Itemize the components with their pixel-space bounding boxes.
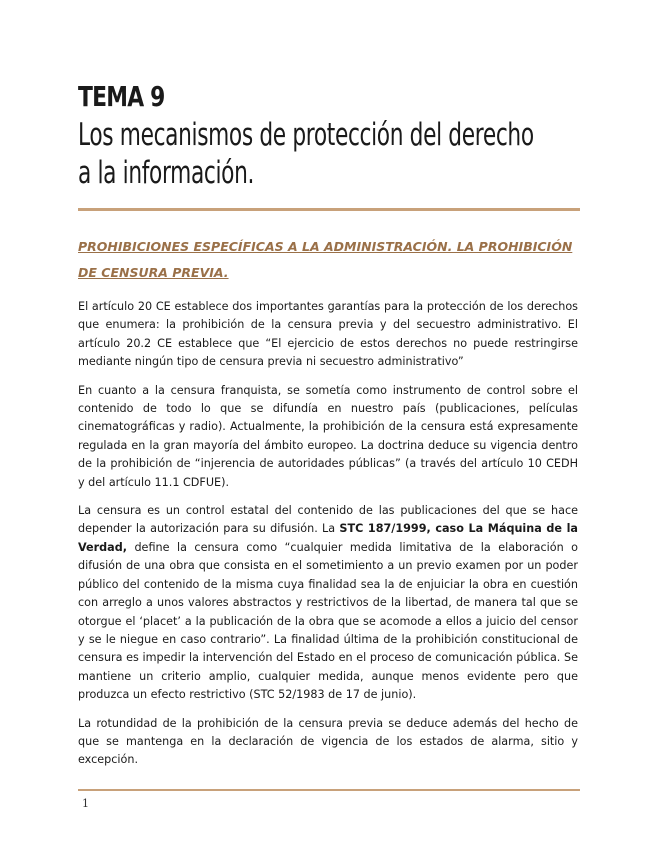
paragraph-4: La rotundidad de la prohibición de la censura previa se deduce además del hecho de que se mantenga en la declaración de vigencia de los estados de alarma, sitio y excepción. [78, 716, 578, 767]
body-text [78, 298, 578, 780]
title-block [78, 80, 588, 192]
section-heading: PROHIBICIONES ESPECÍFICAS A LA ADMINISTRACIÓN. LA PROHIBICIÓN DE CENSURA PREVIA. [78, 239, 573, 280]
paragraph-3-end: define la censura como “cualquier medida limitativa de la elaboración o difusión de una obra que consista en el sometimiento a un previo examen por un poder público del contenido de la misma cuya finalidad sea la de enjuiciar la obra en cuestión con arreglo a unos valores abstractos y restrictivos de la libertad, de manera tal que se otorgue el ‘placet’ a la publicación de la obra que se acomode a ellos a juicio del censor y se le niegue en caso contrario”. La finalidad última de la prohibición constitucional de censura es impedir la intervención del Estado en el proceso de comunicación pública. Se mantiene un criterio amplio, cualquier medida, aunque menos evidente pero que produzca un efecto restrictivo (STC 52/1983 de 17 de junio). [78, 540, 578, 702]
footer-divider [78, 789, 580, 791]
case-citation: STC 187/1999, caso La Máquina de la Verdad, [78, 522, 578, 554]
top-divider [78, 208, 580, 211]
page-number: 1 [82, 797, 89, 810]
paragraph-1: El artículo 20 CE establece dos importantes garantías para la protección de los derechos que enumera: la prohibición de la censura previa y del secuestro administrativo. El artículo 20.2 CE establece que “El ejercicio de estos derechos no puede restringirse mediante ningún tipo de censura previa ni secuestro administrativo” [78, 300, 578, 369]
paragraph-3 [78, 502, 578, 704]
paragraph-3-start: La censura es un control estatal del contenido de las publicaciones del que se hace depender la autorización para su difusión. La [78, 504, 578, 536]
page-title: Los mecanismos de protección del derecho a la información. [78, 117, 534, 191]
paragraph-2: En cuanto a la censura franquista, se sometía como instrumento de control sobre el contenido de todo lo que se difundía en nuestro país (publicaciones, películas cinematográficas y radio). Actualmente, la prohibición de la censura está expresamente regulada en la gran mayoría del ámbito europeo. La doctrina deduce su vigencia dentro de la prohibición de “injerencia de autoridades públicas” (a través del artículo 10 CEDH y del artículo 11.1 CDFUE). [78, 383, 578, 489]
topic-number: TEMA 9 [78, 80, 165, 113]
